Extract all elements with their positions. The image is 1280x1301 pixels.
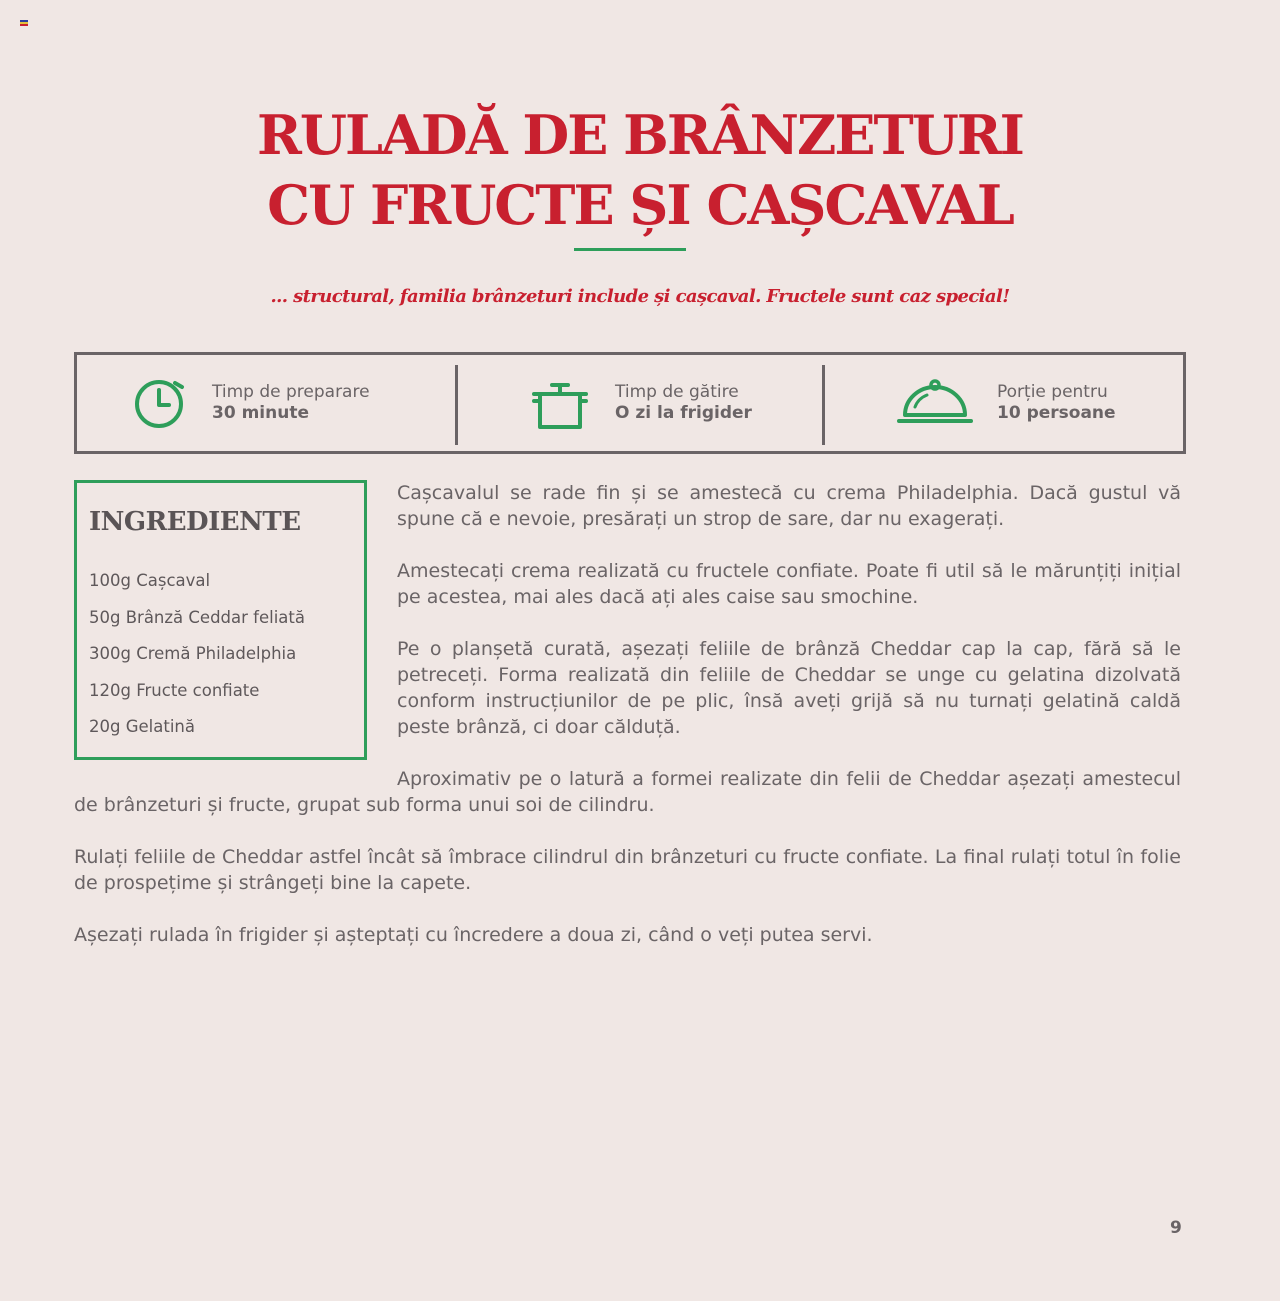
step-paragraph: Cașcavalul se rade fin și se amestecă cu crema Philadelphia. Dacă gustul vă spune că e nevoie, presărați un strop de sare, dar nu exagerați.: [397, 482, 1181, 530]
title-underline: [574, 248, 686, 251]
title-line-2: CU FRUCTE ȘI CAȘCAVAL: [267, 173, 1013, 237]
divider: [822, 365, 825, 445]
step-paragraph: Pe o planșetă curată, așezați feliile de brânză Cheddar cap la cap, fără să le petreceți. Forma realizată din feliile de Cheddar se unge cu gelatina dizolvată conform instrucțiunilor de pe plic, însă aveți grijă să nu turnați gelatină caldă peste brânză, ci doar călduță.: [397, 638, 1181, 738]
ingredient-item: 20g Gelatină: [89, 717, 195, 736]
step-paragraph: Amestecați crema realizată cu fructele confiate. Poate fi util să le mărunțiți inițial pe acestea, mai ales dacă ați ales caise sau smochine.: [397, 560, 1181, 608]
cook-label: Timp de gătire: [615, 382, 739, 402]
serving-label: Porție pentru: [997, 382, 1108, 402]
ingredient-item: 100g Cașcaval: [89, 571, 211, 590]
prep-label: Timp de preparare: [212, 382, 370, 402]
pot-icon: [530, 377, 590, 433]
ingredient-item: 50g Brânză Ceddar feliată: [89, 607, 305, 627]
recipe-info-box: [74, 352, 1186, 454]
step-paragraph: Aproximativ pe o latură a formei realizate din felii de Cheddar așezați amestecul de brânzeturi și fructe, grupat sub forma unui soi de cilindru.: [74, 768, 1181, 816]
clock-icon: [132, 377, 186, 431]
ingredients-list: [89, 563, 305, 746]
prep-value: 30 minute: [212, 403, 309, 423]
serving-value: 10 persoane: [997, 403, 1116, 423]
step-paragraph: Rulați feliile de Cheddar astfel încât să îmbrace cilindrul din brânzeturi cu fructe confiate. La final rulați totul în folie de prospețime și strângeți bine la capete.: [74, 846, 1181, 894]
divider: [455, 365, 458, 445]
page-number: 9: [1170, 1218, 1182, 1238]
page-title: [0, 100, 1280, 240]
cloche-icon: [897, 377, 973, 433]
ingredient-item: 300g Cremă Philadelphia: [89, 644, 297, 663]
ingredients-heading: INGREDIENTE: [89, 507, 301, 537]
title-line-1: RULADĂ DE BRÂNZETURI: [257, 103, 1023, 167]
subtitle: ... structural, familia brânzeturi include și cașcaval. Fructele sunt caz special!: [270, 286, 1010, 307]
ingredients-box: [74, 480, 367, 760]
flag-icon: [20, 20, 28, 26]
cook-value: O zi la frigider: [615, 403, 752, 423]
ingredient-item: 120g Fructe confiate: [89, 680, 260, 700]
step-paragraph: Așezați rulada în frigider și așteptați cu încredere a doua zi, când o veți putea servi.: [74, 924, 873, 946]
